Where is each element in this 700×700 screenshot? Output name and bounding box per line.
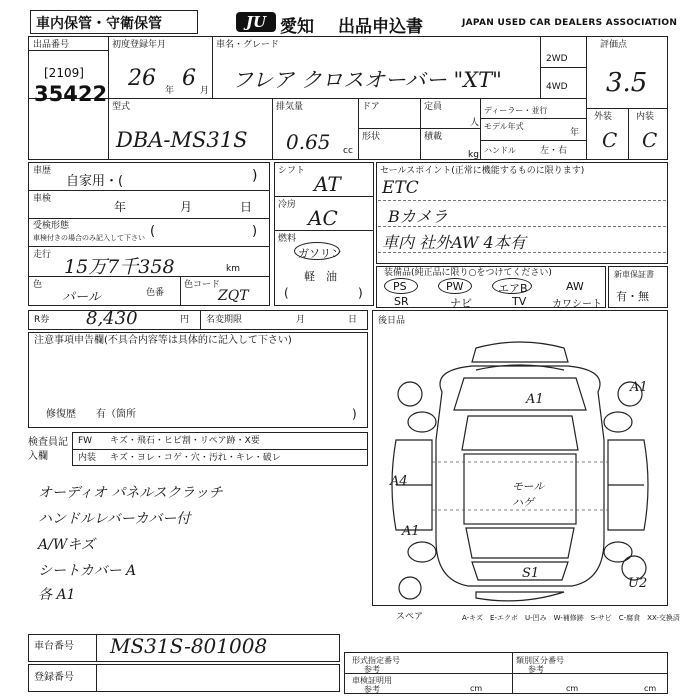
note-line-5: 各 A1	[38, 587, 76, 603]
cooling-label: 冷房	[278, 200, 297, 210]
capacity-label: 定員	[424, 102, 443, 112]
receipt-open-paren: (	[150, 224, 156, 239]
lot-number: 35422	[34, 82, 108, 106]
sales-point-1: ETC	[382, 178, 419, 198]
equip-sr: SR	[394, 295, 409, 308]
load-label: 積載	[424, 132, 443, 142]
ju-logo	[236, 12, 276, 32]
reg-no-label: 登録番号	[34, 672, 74, 683]
class-cert-label: 類別区分番号	[516, 656, 564, 665]
fuel-open-paren: (	[284, 286, 289, 300]
check-row1: キズ・飛石・ヒビ割・リペア跡・X要	[110, 436, 260, 446]
ju-logo-text: JU	[245, 13, 267, 31]
shape-label: 形状	[362, 132, 381, 142]
name-change-month: 月	[296, 315, 306, 325]
org-name: 愛知	[280, 17, 314, 37]
fuel-label: 燃料	[278, 234, 297, 244]
inspection-label: 車検	[33, 194, 52, 204]
name-change-label: 名変期限	[206, 315, 243, 325]
lot-no-label: 出品番号	[33, 40, 70, 50]
fuel-diesel: 軽 油	[304, 270, 337, 283]
check-row2-label: 内装	[78, 453, 97, 463]
storage-note: 車内保管・守衛保管	[36, 16, 162, 32]
assoc-name: JAPAN USED CAR DEALERS ASSOCIATION	[462, 18, 678, 28]
equip-ps: PS	[393, 280, 407, 293]
receipt-close-paren: )	[252, 224, 258, 239]
cert-cm-1: cm	[470, 684, 483, 693]
lot-prefix: [2109]	[44, 66, 84, 80]
note-line-3: A/Wキズ	[38, 537, 95, 553]
reg-month-unit: 月	[200, 86, 210, 96]
notes-title: 注意事項申告欄(不具合内容等は具体的に記入して下さい)	[34, 335, 292, 346]
note-line-4: シートカバー A	[38, 563, 137, 579]
reg-year: 26	[128, 66, 156, 91]
color-label: 色	[33, 280, 43, 290]
later-items-label: 後日品	[378, 316, 406, 326]
recycle-label: R券	[34, 315, 50, 325]
shift-label: シフト	[278, 166, 306, 176]
repair-close-paren: )	[352, 407, 357, 421]
chassis-label: 車台番号	[34, 641, 74, 652]
inspection-month-label: 月	[180, 200, 193, 214]
damage-mark-roof: モール ハゲ	[512, 480, 545, 509]
inspection-year-label: 年	[114, 200, 127, 214]
ext-grade: C	[602, 128, 618, 152]
cc-unit: cc	[343, 146, 353, 156]
damage-mark-hood: A1	[526, 392, 544, 407]
vehicle-cert-label: 車検証明用	[352, 676, 392, 685]
shift-value: AT	[314, 172, 341, 196]
recycle-amount: 8,430	[86, 308, 138, 329]
person-unit: 人	[470, 118, 480, 128]
sales-point-2: Bカメラ	[388, 207, 448, 226]
damage-mark-rear: S1	[522, 566, 540, 581]
usage-close-paren: )	[252, 168, 258, 184]
note-line-1: オーディオ パネルスクラッチ	[38, 485, 223, 501]
door-label: ドア	[362, 102, 380, 112]
displacement-label: 排気量	[276, 102, 304, 112]
warranty-label: 新車保証書	[614, 270, 654, 279]
usage-value: 自家用・(	[66, 174, 124, 189]
vehicle-label: 車歴	[33, 166, 52, 176]
model-year-unit: 年	[570, 128, 580, 138]
displacement-value: 0.65	[286, 130, 331, 154]
km-unit: km	[226, 264, 240, 274]
class-cert-ref: 参考	[528, 665, 544, 674]
car-name: フレア クロスオーバー "XT"	[232, 68, 502, 92]
rating-value: 3.5	[606, 68, 648, 98]
reg-no-frame	[28, 664, 340, 692]
handle-options: 左・右	[540, 146, 568, 156]
vehicle-cert-ref: 参考	[364, 685, 380, 694]
ext-label: 外装	[594, 112, 613, 122]
damage-mark-left-door: A4	[390, 474, 408, 489]
rating-label: 評価点	[600, 40, 628, 50]
color-code-label: 色コード	[184, 280, 221, 290]
warranty-options: 有・無	[616, 290, 649, 303]
form-title: 出品申込書	[338, 17, 423, 37]
model-code: DBA-MS31S	[116, 128, 248, 152]
color-value: パール	[62, 290, 101, 305]
kg-unit: kg	[468, 150, 479, 160]
equip-navi: ナビ	[450, 297, 472, 310]
fuel-close-paren: )	[358, 286, 363, 300]
cert-cm-2: cm	[566, 684, 579, 693]
dealer-label: ディーラー・並行	[484, 106, 548, 115]
note-line-2: ハンドルレバーカバー付	[38, 511, 191, 527]
equip-airbag: エアB	[498, 282, 528, 295]
fuel-gasoline: ガソリン	[298, 247, 342, 260]
cert-cm-3: cm	[644, 684, 657, 693]
damage-mark-rear-right: U2	[628, 576, 648, 591]
model-label: 型式	[112, 102, 131, 112]
recycle-frame	[28, 310, 368, 330]
receipt-label: 受検形態	[33, 221, 70, 231]
handle-label: ハンドル	[484, 146, 516, 155]
int-label: 内装	[636, 112, 655, 122]
equip-pw: PW	[446, 280, 464, 293]
equip-leather: カワシート	[552, 299, 602, 310]
model-cert-ref: 参考	[364, 665, 380, 674]
color-code-value: ZQT	[218, 288, 249, 304]
receipt-sub-label: 車検付きの場合のみ記入して下さい	[33, 234, 145, 242]
chassis-number: MS31S-801008	[110, 634, 268, 658]
damage-mark-left-rear-door: A1	[402, 524, 420, 539]
car-name-label: 車名・グレード	[216, 40, 280, 50]
cooling-value: AC	[308, 206, 338, 230]
name-change-day: 日	[348, 315, 358, 325]
damage-legend: A-キズ E-エクボ U-凹み W-補修跡 S-サビ C-腐食 XX-交換済	[462, 614, 680, 622]
check-row2: キズ・ヨレ・コゲ・穴・汚れ・キレ・破レ	[110, 453, 281, 463]
yen-unit: 円	[180, 315, 190, 325]
model-cert-label: 形式指定番号	[352, 656, 400, 665]
model-year-label: モデル年式	[484, 122, 524, 131]
first-reg-label: 初度登録年月	[112, 40, 167, 50]
damage-mark-right-front: A1	[630, 380, 648, 395]
inspection-day-label: 日	[240, 200, 253, 214]
equip-aw: AW	[566, 280, 584, 293]
spare-label: スペア	[396, 612, 424, 622]
reg-month: 6	[182, 66, 196, 91]
inspector-label: 検査員記入欄	[28, 437, 68, 462]
equip-tv: TV	[512, 295, 527, 308]
equipment-label: 装備品(純正品に限り○をつけてください)	[384, 268, 552, 278]
repair-history-label: 修復歴 有（箇所	[46, 409, 136, 420]
reg-year-unit: 年	[165, 86, 175, 96]
check-row1-label: FW	[78, 436, 93, 446]
car-damage-diagram	[372, 330, 668, 606]
sales-point-3: 車内 社外AW 4本有	[382, 233, 526, 252]
sales-points-label: セールスポイント(正常に機能するものに限ります)	[380, 166, 585, 176]
mileage-value: 15万7千358	[64, 256, 175, 278]
wd2-label: 2WD	[546, 54, 568, 64]
wd4-label: 4WD	[546, 82, 568, 92]
color-no-label: 色番	[146, 288, 165, 298]
int-grade: C	[642, 128, 658, 152]
mileage-label: 走行	[33, 250, 52, 260]
